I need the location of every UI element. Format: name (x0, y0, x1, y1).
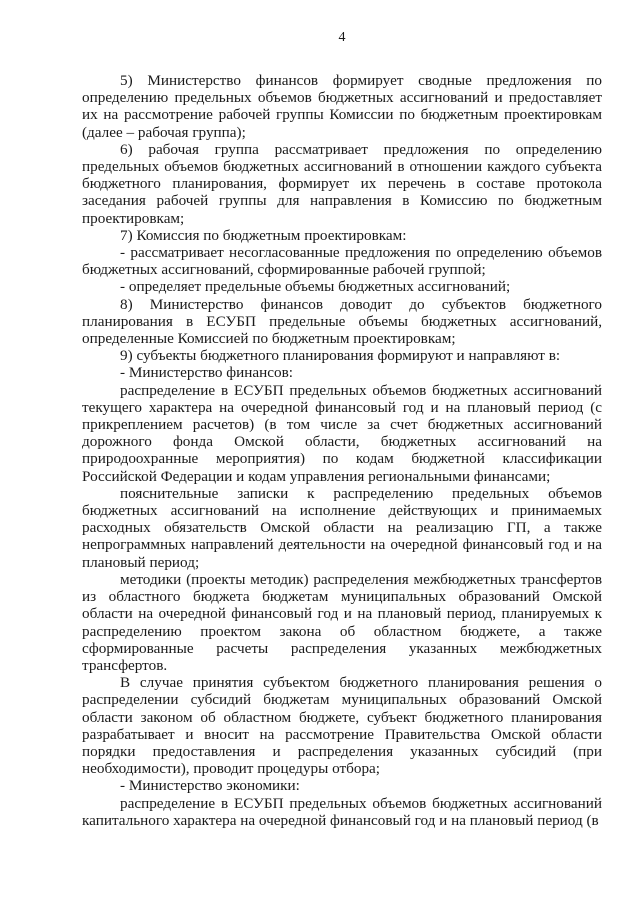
paragraph-sub-define: - определяет предельные объемы бюджетных ассигнований; (120, 278, 511, 296)
document-body (82, 72, 602, 829)
paragraph-item-8: 8) Министерство финансов доводит до субъектов бюджетного планирования в ЕСУБП предельные объемы бюджетных ассигнований, определенные Комиссией по бюджетным проектировкам; (82, 295, 602, 348)
paragraph-item-5: 5) Министерство финансов формирует сводные предложения по определению предельных объемов бюджетных ассигнований и предоставляет их на рассмотрение рабочей группы Комиссии по бюджетным проектировкам (далее – рабочая группа); (82, 72, 602, 141)
paragraph-distribution-capital: распределение в ЕСУБП предельных объемов бюджетных ассигнований капитального характера на очередной финансовый год и на плановый период (в (82, 794, 602, 829)
paragraph-sub-review: - рассматривает несогласованные предложения по определению объемов бюджетных ассигнований, сформированные рабочей группой; (82, 244, 602, 279)
paragraph-item-6: 6) рабочая группа рассматривает предложения по определению предельных объемов бюджетных ассигнований в отношении каждого субъекта бюджетного планирования, формирует их перечень в составе протокола заседания рабочей группы для направления в Комиссию по бюджетным проектировкам; (82, 140, 602, 227)
paragraph-ministry-finance: - Министерство финансов: (120, 364, 293, 382)
paragraph-subsidies-case: В случае принятия субъектом бюджетного планирования решения о распределении субсидий бюджетам муниципальных образований Омской области законом об областном бюджете, субъект бюджетного планирования разрабатывает и вносит на рассмотрение Правительства Омской области порядки предоставления и распределения указанных субсидий (при необходимости), проводит процедуры отбора; (82, 674, 602, 778)
paragraph-item-9: 9) субъекты бюджетного планирования формируют и направляют в: (120, 347, 561, 365)
page-number: 4 (338, 30, 346, 45)
paragraph-explanatory-notes: пояснительные записки к распределению предельных объемов бюджетных ассигнований на исполнение действующих и принимаемых расходных обязательств Омской области на реализацию ГП, а также непрограммных направлений деятельности на очередной финансовый год и на плановый период; (82, 484, 602, 571)
paragraph-item-7: 7) Комиссия по бюджетным проектировкам: (120, 226, 407, 244)
paragraph-methods: методики (проекты методик) распределения межбюджетных трансфертов из областного бюджета бюджетам муниципальных образований Омской области на очередной финансовый год и на плановый период, планируемых к распределению проектом закона об областном бюджете, а также сформированные расчеты распределения указанных межбюджетных трансфертов. (82, 570, 602, 674)
paragraph-distribution-current: распределение в ЕСУБП предельных объемов бюджетных ассигнований текущего характера на очередной финансовый год и на плановый период (с прикреплением расчетов) (в том числе за счет бюджетных ассигнований дорожного фонда Омской области, бюджетных ассигнований на природоохранные мероприятия) по кодам бюджетной классификации Российской Федерации и кодам управления региональными финансами; (82, 381, 602, 485)
paragraph-ministry-economy: - Министерство экономики: (120, 777, 300, 795)
